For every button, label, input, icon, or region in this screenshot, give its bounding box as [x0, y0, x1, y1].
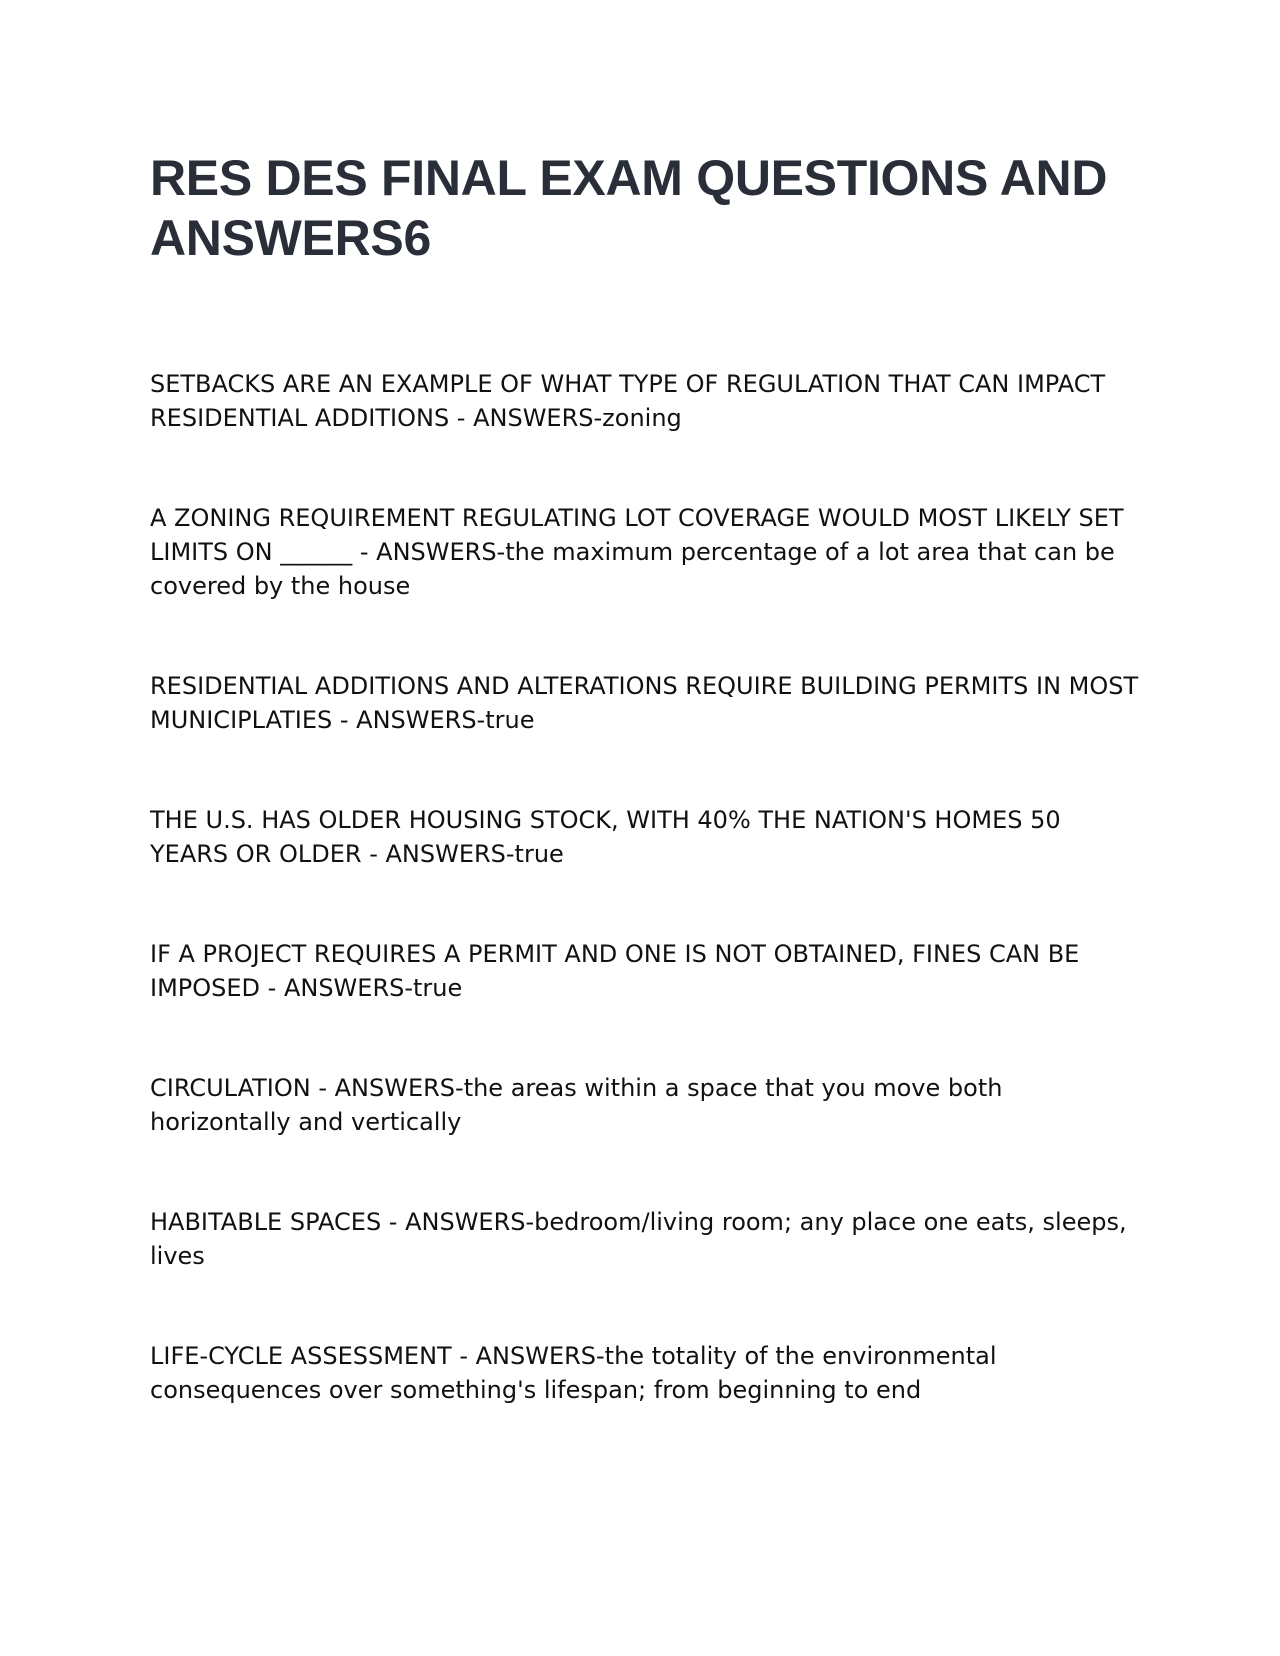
qa-list: [150, 367, 1140, 1407]
qa-item-permit-fines: IF A PROJECT REQUIRES A PERMIT AND ONE IS NOT OBTAINED, FINES CAN BE IMPOSED - ANSWERS-true: [150, 940, 1080, 1002]
qa-item-housing-stock: THE U.S. HAS OLDER HOUSING STOCK, WITH 40% THE NATION'S HOMES 50 YEARS OR OLDER - ANSWERS-true: [150, 806, 1061, 868]
qa-item-circulation: CIRCULATION - ANSWERS-the areas within a space that you move both horizontally and vertically: [150, 1074, 1003, 1136]
qa-item-life-cycle-assessment: LIFE-CYCLE ASSESSMENT - ANSWERS-the totality of the environmental consequences over something's lifespan; from beginning to end: [150, 1342, 997, 1404]
document-title: RES DES FINAL EXAM QUESTIONS AND ANSWERS6: [150, 150, 1108, 266]
qa-item-building-permits: RESIDENTIAL ADDITIONS AND ALTERATIONS REQUIRE BUILDING PERMITS IN MOST MUNICIPLATIES - ANSWERS-true: [150, 672, 1139, 734]
qa-item-lot-coverage: A ZONING REQUIREMENT REGULATING LOT COVERAGE WOULD MOST LIKELY SET LIMITS ON ______ - ANSWERS-the maximum percentage of a lot area that can be covered by the house: [150, 504, 1124, 600]
qa-item-setbacks: SETBACKS ARE AN EXAMPLE OF WHAT TYPE OF REGULATION THAT CAN IMPACT RESIDENTIAL ADDITIONS - ANSWERS-zoning: [150, 370, 1106, 432]
qa-item-habitable-spaces: HABITABLE SPACES - ANSWERS-bedroom/living room; any place one eats, sleeps, lives: [150, 1208, 1127, 1270]
